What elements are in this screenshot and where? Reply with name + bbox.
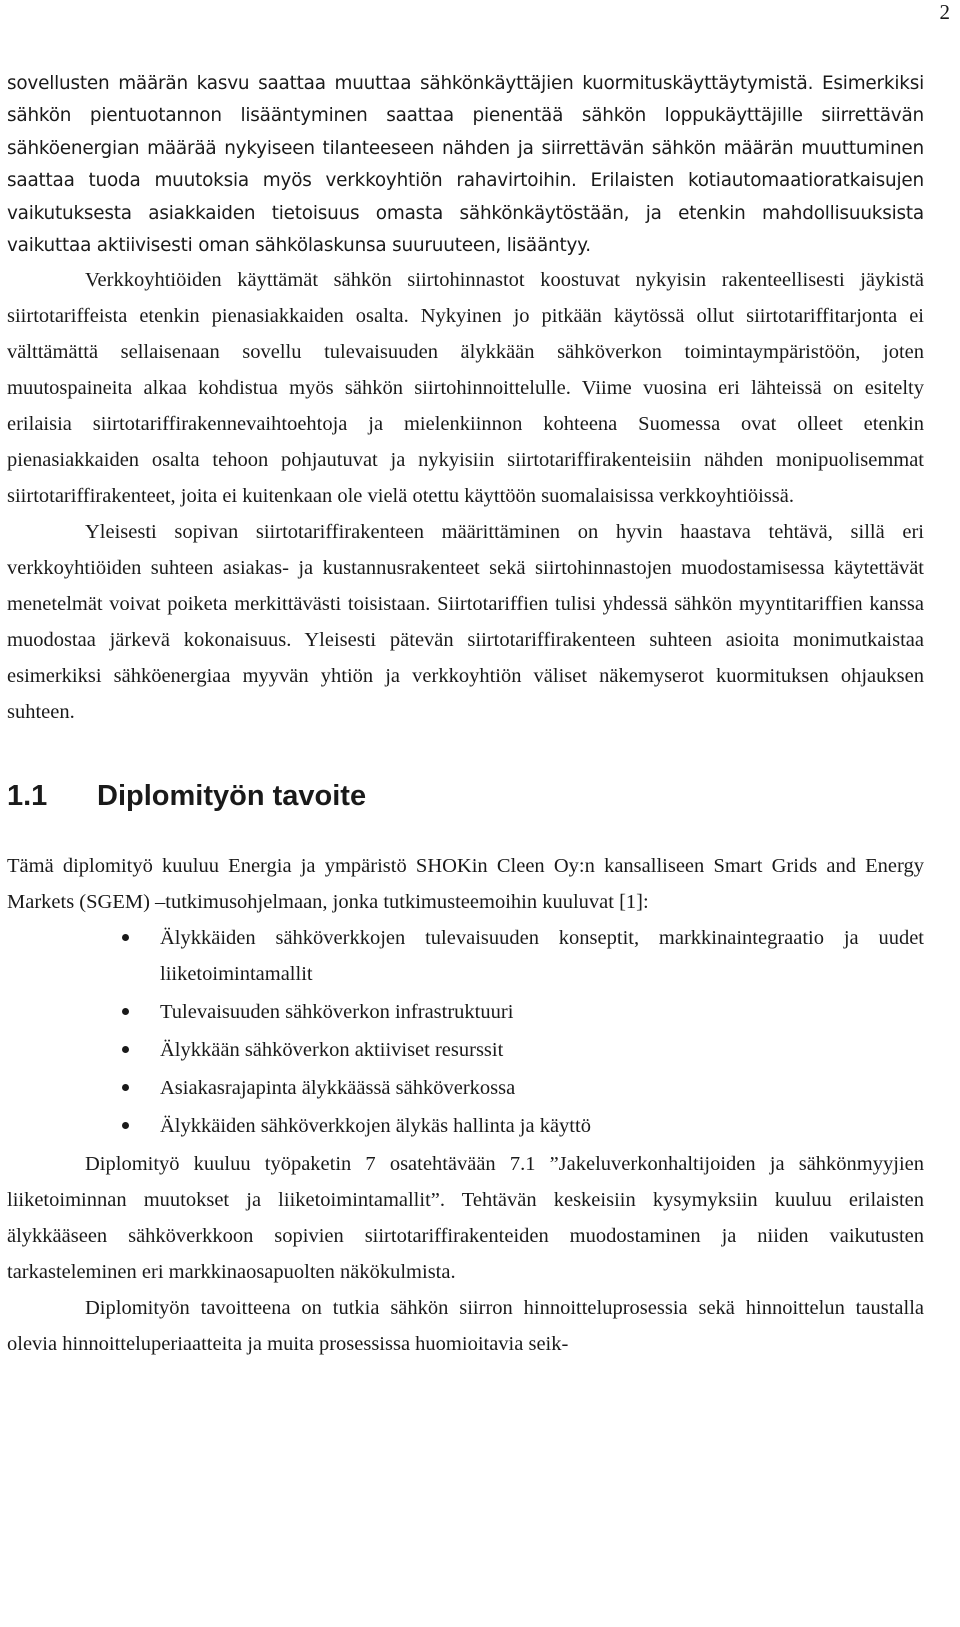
research-theme-list — [7, 920, 924, 1144]
list-item: Älykkäiden sähköverkkojen tulevaisuuden konseptit, markkinaintegraatio ja uudet liiketoimintamallit — [160, 920, 924, 992]
page-content — [7, 68, 924, 1362]
list-item: Älykkäiden sähköverkkojen älykäs hallinta ja käyttö — [160, 1108, 924, 1144]
section-number: 1.1 — [7, 780, 48, 813]
paragraph-tariff-structure: Yleisesti sopivan siirtotariffirakenteen määrittäminen on hyvin haastava tehtävä, sillä eri verkkoyhtiöiden suhteen asiakas- ja kustannusrakenteet sekä siirtohinnastojen muodostamisessa käytettävät menetelmät voivat poiketa merkittävästi toisistaan. Siirtotariffien tulisi yhdessä sähkön myyntitariffien kanssa muodostaa järkevä kokonaisuus. Yleisesti pätevän siirtotariffirakenteen suhteen asioita monimutkaistaa esimerkiksi sähköenergiaa myyvän yhtiön ja verkkoyhtiön väliset näkemyserot kuormituksen ohjauksen suhteen. — [7, 521, 924, 724]
section-heading — [7, 778, 924, 814]
list-item: Älykkään sähköverkon aktiiviset resurssit — [160, 1032, 924, 1068]
paragraph-objective: Diplomityön tavoitteena on tutkia sähkön siirron hinnoitteluprosessia sekä hinnoittelun taustalla olevia hinnoitteluperiaatteita ja muita prosessissa huomioitavia seik- — [7, 1297, 924, 1356]
paragraph-tariffs: Verkkoyhtiöiden käyttämät sähkön siirtohinnastot koostuvat nykyisin rakenteellisesti jäykistä siirtotariffeista etenkin pienasiakkaiden osalta. Nykyinen jo pitkään käytössä ollut siirtotariffitarjonta ei välttämättä sellaisenaan sovellu tulevaisuuden älykkään sähköverkon toimintaympäristöön, joten muutospaineita alkaa kohdistua myös sähkön siirtohinnoittelulle. Viime vuosina eri lähteissä on esitelty erilaisia siirtotariffirakennevaihtoehtoja ja mielenkiinnon kohteena Suomessa ovat olleet etenkin pienasiakkaiden osalta tehoon pohjautuvat ja nykyisiin siirtotariffirakenteisiin nähden monipuolisemmat siirtotariffirakenteet, joita ei kuitenkaan ole vielä otettu käyttöön suomalaisissa verkkoyhtiöissä. — [7, 269, 924, 508]
paragraph-program: Tämä diplomityö kuuluu Energia ja ympäristö SHOKin Cleen Oy:n kansalliseen Smart Grids and Energy Markets (SGEM) –tutkimusohjelmaan, jonka tutkimusteemoihin kuuluvat [1]: — [7, 855, 924, 914]
list-item: Asiakasrajapinta älykkäässä sähköverkossa — [160, 1070, 924, 1106]
paragraph-intro: sovellusten määrän kasvu saattaa muuttaa sähkönkäyttäjien kuormituskäyttäytymistä. Esimerkiksi sähkön pientuotannon lisääntyminen saattaa pienentää sähkön loppukäyttäjille siirrettävän sähköenergian määrää nykyiseen tilanteeseen nähden ja siirrettävän sähkön määrän muuttuminen saattaa tuoda muutoksia myös verkkoyhtiön rahavirtoihin. Erilaisten kotiautomaatioratkaisujen vaikutuksesta asiakkaiden tietoisuus omasta sähkönkäytöstään, ja etenkin mahdollisuuksista vaikuttaa aktiivisesti oman sähkölaskunsa suuruuteen, lisääntyy. — [7, 73, 924, 257]
section-title: Diplomityön tavoite — [97, 780, 367, 813]
page-number: 2 — [939, 0, 950, 24]
list-item: Tulevaisuuden sähköverkon infrastruktuuri — [160, 994, 924, 1030]
paragraph-work-package: Diplomityö kuuluu työpaketin 7 osatehtävään 7.1 ”Jakeluverkonhaltijoiden ja sähkönmyyjien liiketoiminnan muutokset ja liiketoimintamallit”. Tehtävän keskeisiin kysymyksiin kuuluu erilaisten älykkääseen sähköverkkoon sopivien siirtotariffirakenteiden muodostaminen ja niiden vaikutusten tarkasteleminen eri markkinaosapuolten näkökulmista. — [7, 1153, 924, 1284]
